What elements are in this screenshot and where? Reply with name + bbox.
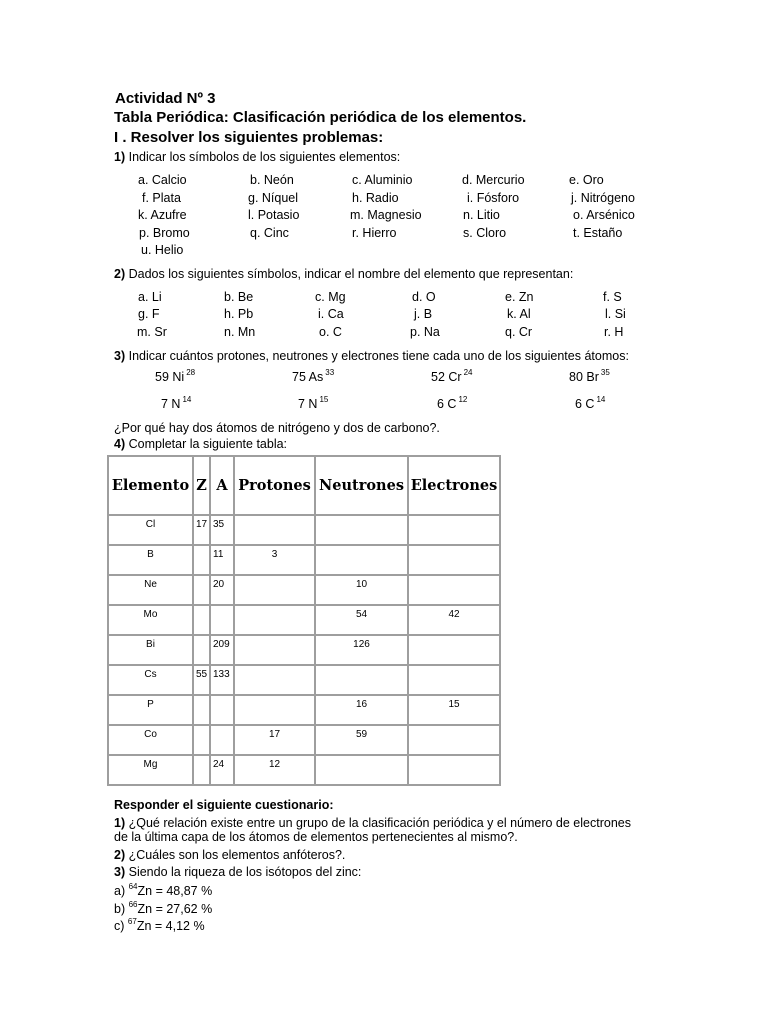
q2-item: h. Pb [224, 307, 254, 321]
table-cell [234, 755, 315, 785]
questionnaire-q1-line2: de la última capa de los átomos de elementos pertenecientes al mismo?. [114, 830, 518, 844]
questionnaire-q3-number: 3) [114, 865, 126, 879]
atom-notation [575, 397, 605, 411]
q1-item: r. Hierro [352, 226, 397, 240]
header-cell: Z [193, 456, 210, 515]
table-cell [315, 575, 408, 605]
table-header-row [108, 456, 500, 515]
q2-statement [114, 267, 573, 281]
atom-superscript: 14 [182, 395, 192, 404]
atom-superscript: 35 [600, 368, 610, 377]
table-row [108, 515, 500, 545]
table-cell [108, 665, 193, 695]
questionnaire-title: Responder el siguiente cuestionario: [114, 798, 334, 812]
table-cell [315, 725, 408, 755]
q2-item: i. Ca [318, 307, 344, 321]
q2-item: n. Mn [224, 325, 256, 339]
table-row [108, 605, 500, 635]
questionnaire-q3 [114, 865, 361, 879]
table-cell [408, 695, 500, 725]
table-cell [108, 515, 193, 545]
q1-item: j. Nitrógeno [571, 191, 635, 205]
isotope-value: Zn = 48,87 % [137, 884, 213, 898]
isotope-label: a) [114, 884, 126, 898]
cell-value: 17 [196, 519, 208, 530]
q3-number: 3) [114, 349, 126, 363]
cell-value: Cs [144, 669, 157, 680]
table-cell [234, 575, 315, 605]
q1-item: m. Magnesio [350, 208, 422, 222]
cell-value: Bi [146, 639, 155, 650]
atom-base: 6 C [437, 397, 457, 411]
cell-value: 55 [196, 669, 208, 680]
cell-value: B [147, 549, 154, 560]
cell-value: Cl [145, 519, 156, 530]
q3-statement [114, 349, 629, 363]
table-cell [315, 635, 408, 665]
q1-item: b. Neón [250, 173, 294, 187]
atom-notation [431, 370, 472, 384]
q2-item: j. B [414, 307, 433, 321]
table-cell [315, 515, 408, 545]
atom-superscript: 15 [319, 395, 329, 404]
table-cell [193, 665, 210, 695]
table-row [108, 575, 500, 605]
cell-value: 54 [355, 609, 368, 620]
isotope-line [114, 900, 212, 916]
atom-notation [155, 370, 195, 384]
cell-value: Ne [144, 579, 157, 590]
cell-value: 20 [213, 579, 225, 590]
table-cell [193, 635, 210, 665]
q2-item: a. Li [138, 290, 162, 304]
atom-base: 6 C [575, 397, 595, 411]
table-row [108, 545, 500, 575]
table-cell [193, 545, 210, 575]
q2-item: f. S [603, 290, 622, 304]
table-cell [315, 545, 408, 575]
cell-value: 24 [213, 759, 225, 770]
cell-value: 59 [355, 729, 368, 740]
table-cell [210, 725, 234, 755]
table-cell [408, 665, 500, 695]
table-cell [234, 605, 315, 635]
table-cell [193, 575, 210, 605]
table-cell [234, 515, 315, 545]
questionnaire-q3-text: Siendo la riqueza de los isótopos del zinc: [128, 865, 362, 879]
cell-value: 10 [355, 579, 368, 590]
table-cell [234, 725, 315, 755]
cell-value: 35 [213, 519, 225, 530]
table-cell [234, 695, 315, 725]
atom-base: 80 Br [569, 370, 599, 384]
q1-item: t. Estaño [573, 226, 623, 240]
table-cell [108, 755, 193, 785]
q2-number: 2) [114, 267, 126, 281]
table-cell [193, 755, 210, 785]
cell-value: 3 [271, 549, 278, 560]
cell-value: 15 [448, 699, 460, 710]
element-table [107, 455, 501, 786]
cell-value: 11 [213, 549, 224, 560]
cell-value: 17 [268, 729, 281, 740]
q1-item: h. Radio [352, 191, 399, 205]
questionnaire-q2 [114, 848, 345, 862]
q2-item: d. O [412, 290, 436, 304]
table-cell [193, 605, 210, 635]
isotope-line [114, 882, 212, 898]
questionnaire-q1-number: 1) [114, 816, 126, 830]
atom-superscript: 24 [463, 368, 473, 377]
table-cell [210, 545, 234, 575]
table-cell [315, 755, 408, 785]
questionnaire-q1 [114, 816, 631, 830]
atom-superscript: 28 [186, 368, 196, 377]
isotope-line [114, 917, 205, 933]
atom-superscript: 33 [325, 368, 335, 377]
q2-item: e. Zn [505, 290, 534, 304]
table-cell [408, 575, 500, 605]
table-cell [210, 605, 234, 635]
q2-item: k. Al [507, 307, 531, 321]
isotope-value: Zn = 4,12 % [136, 919, 205, 933]
table-cell [210, 635, 234, 665]
table-cell [193, 695, 210, 725]
cell-value: 133 [213, 669, 230, 680]
table-row [108, 725, 500, 755]
table-cell [408, 515, 500, 545]
table-cell [108, 605, 193, 635]
q4-statement [114, 437, 287, 451]
q1-statement [114, 150, 400, 164]
isotope-label: c) [114, 919, 125, 933]
header-cell: Neutrones [315, 456, 408, 515]
table-row [108, 695, 500, 725]
cell-value: P [147, 699, 154, 710]
table-cell [210, 695, 234, 725]
q1-item: k. Azufre [138, 208, 187, 222]
cell-value: Mo [143, 609, 158, 620]
atom-base: 7 N [298, 397, 318, 411]
cell-value: 42 [448, 609, 460, 620]
q1-item: e. Oro [569, 173, 604, 187]
atom-notation [569, 370, 610, 384]
q1-number: 1) [114, 150, 126, 164]
table-row [108, 665, 500, 695]
q2-item: q. Cr [505, 325, 533, 339]
atom-base: 59 Ni [155, 370, 185, 384]
atom-notation [161, 397, 191, 411]
q4-number: 4) [114, 437, 126, 451]
header-cell: Elemento [108, 456, 193, 515]
table-row [108, 635, 500, 665]
table-cell [408, 635, 500, 665]
table-cell [234, 665, 315, 695]
header-cell: Protones [234, 456, 315, 515]
table-cell [408, 725, 500, 755]
isotope-label: b) [114, 902, 126, 916]
isotope-mass: 66 [128, 900, 138, 909]
q2-item: l. Si [605, 307, 626, 321]
q2-item: g. F [138, 307, 160, 321]
cell-value: 126 [353, 639, 370, 650]
q1-item: i. Fósforo [467, 191, 520, 205]
cell-value: 16 [355, 699, 368, 710]
cell-value: Co [144, 729, 157, 740]
table-cell [315, 695, 408, 725]
activity-title: Actividad Nº 3 [115, 90, 216, 107]
cell-value: 12 [268, 759, 281, 770]
q3-text: Indicar cuántos protones, neutrones y electrones tiene cada uno de los siguientes átomos: [128, 349, 629, 363]
questionnaire-q1-line1: ¿Qué relación existe entre un grupo de la clasificación periódica y el número de electrones [128, 816, 631, 830]
table-cell [108, 545, 193, 575]
q1-item: s. Cloro [463, 226, 507, 240]
q1-text: Indicar los símbolos de los siguientes elementos: [128, 150, 401, 164]
table-cell [210, 755, 234, 785]
q2-item: o. C [319, 325, 342, 339]
q2-item: p. Na [410, 325, 440, 339]
page-title: Tabla Periódica: Clasificación periódica de los elementos. [114, 109, 527, 126]
q1-item: q. Cinc [250, 226, 289, 240]
atom-notation [298, 397, 328, 411]
questionnaire-q2-number: 2) [114, 848, 126, 862]
q2-item: b. Be [224, 290, 254, 304]
table-cell [210, 575, 234, 605]
table-cell [193, 515, 210, 545]
section-title: I . Resolver los siguientes problemas: [114, 129, 384, 146]
q1-item: l. Potasio [248, 208, 300, 222]
q4-text: Completar la siguiente tabla: [128, 437, 288, 451]
table-cell [210, 665, 234, 695]
table-cell [108, 695, 193, 725]
header-cell: Electrones [408, 456, 500, 515]
questionnaire-q2-text: ¿Cuáles son los elementos anfóteros?. [128, 848, 346, 862]
atom-notation [437, 397, 467, 411]
q1-item: f. Plata [142, 191, 181, 205]
table-row [108, 755, 500, 785]
cell-value: 209 [213, 639, 230, 650]
q1-item: n. Litio [463, 208, 500, 222]
table-cell [408, 545, 500, 575]
table-cell [234, 635, 315, 665]
q1-item: u. Helio [141, 243, 184, 257]
atom-base: 75 As [292, 370, 324, 384]
isotope-mass: 64 [128, 882, 138, 891]
q2-item: m. Sr [137, 325, 167, 339]
isotope-mass: 67 [127, 917, 137, 926]
cell-value: Mg [143, 759, 158, 770]
q2-item: r. H [604, 325, 624, 339]
atom-base: 52 Cr [431, 370, 462, 384]
table-cell [408, 605, 500, 635]
q2-item: c. Mg [315, 290, 346, 304]
table-cell [234, 545, 315, 575]
table-cell [408, 755, 500, 785]
q1-item: p. Bromo [139, 226, 190, 240]
q1-item: o. Arsénico [573, 208, 635, 222]
q3-followup-question: ¿Por qué hay dos átomos de nitrógeno y dos de carbono?. [114, 421, 440, 435]
atom-superscript: 14 [596, 395, 606, 404]
q1-item: d. Mercurio [462, 173, 525, 187]
atom-superscript: 12 [458, 395, 468, 404]
table-cell [108, 635, 193, 665]
table-cell [193, 725, 210, 755]
header-cell: A [210, 456, 234, 515]
table-cell [315, 605, 408, 635]
isotope-value: Zn = 27,62 % [137, 902, 213, 916]
table-cell [210, 515, 234, 545]
atom-notation [292, 370, 334, 384]
q1-item: a. Calcio [138, 173, 187, 187]
atom-base: 7 N [161, 397, 181, 411]
q1-item: c. Aluminio [352, 173, 413, 187]
table-cell [108, 575, 193, 605]
table-cell [315, 665, 408, 695]
table-cell [108, 725, 193, 755]
q2-text: Dados los siguientes símbolos, indicar el nombre del elemento que representan: [128, 267, 574, 281]
q1-item: g. Níquel [248, 191, 299, 205]
